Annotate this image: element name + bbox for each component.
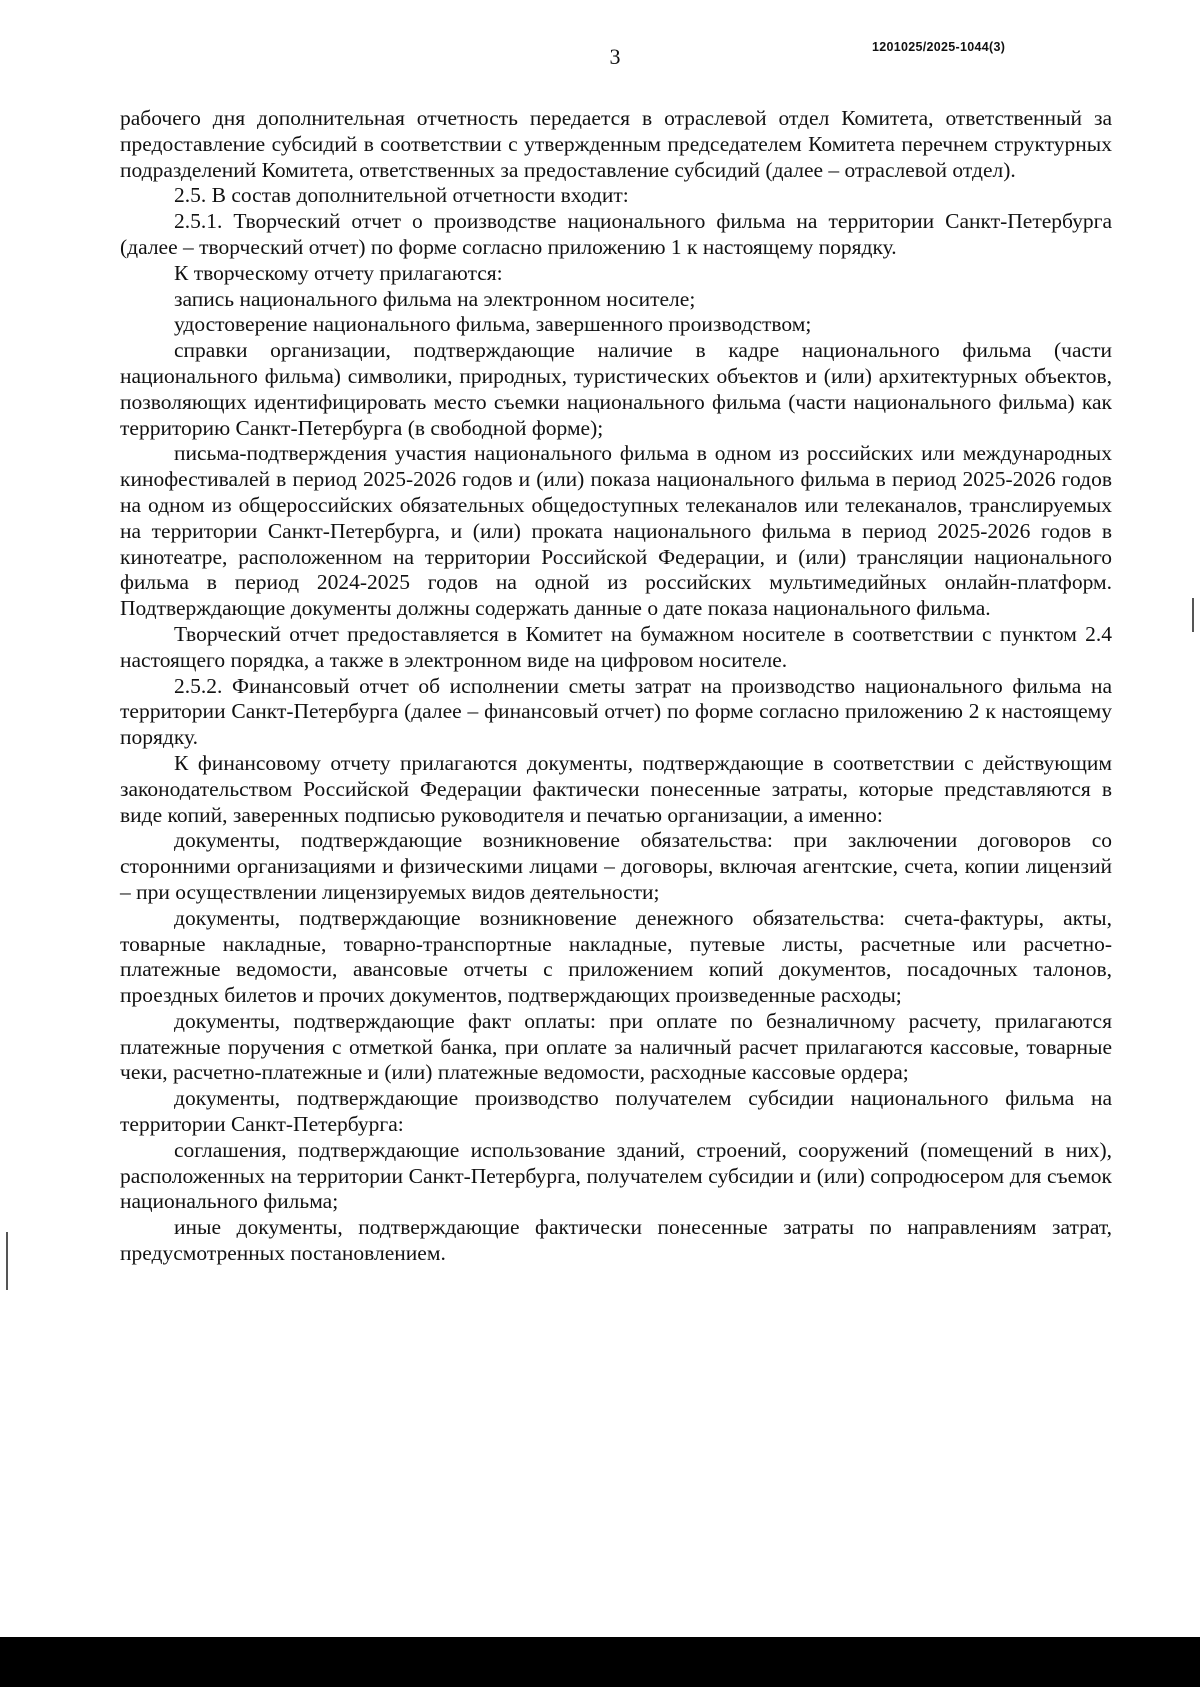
scan-edge-mark (6, 1232, 8, 1290)
paragraph: документы, подтверждающие возникновение денежного обязательства: счета-фактуры, акты, товарные накладные, товарно-транспортные накладные, путевые листы, расчетные или расчетно-платежные ведомости, авансовые отчеты с приложением копий документов, посадочных талонов, проездных билетов и прочих документов, подтверждающих произведенные расходы; (120, 905, 1112, 1008)
paragraph: соглашения, подтверждающие использование зданий, строений, сооружений (помещений в них), расположенных на территории Санкт-Петербурга, получателем субсидии и (или) сопродюсером для съемок национального фильма; (120, 1137, 1112, 1214)
paragraph: 2.5.2. Финансовый отчет об исполнении сметы затрат на производство национального фильма на территории Санкт-Петербурга (далее – финансовый отчет) по форме согласно приложению 2 к настоящему порядку. (120, 673, 1112, 750)
scan-edge-mark (1192, 598, 1194, 632)
paragraph: документы, подтверждающие факт оплаты: при оплате по безналичному расчету, прилагаются платежные поручения с отметкой банка, при оплате за наличный расчет прилагаются кассовые, товарные чеки, расчетно-платежные и (или) платежные ведомости, расходные кассовые ордера; (120, 1008, 1112, 1085)
paragraph: К творческому отчету прилагаются: (174, 260, 503, 285)
paragraph: рабочего дня дополнительная отчетность передается в отраслевой отдел Комитета, ответственный за предоставление субсидий в соответствии с утвержденным председателем Комитета перечнем структурных подразделений Комитета, ответственных за предоставление субсидий (далее – отраслевой отдел). (120, 106, 1112, 182)
paragraph: письма-подтверждения участия национального фильма в одном из российских или международных кинофестивалей в период 2025-2026 годов и (или) показа национального фильма в период 2025-2026 годов на одном из общероссийских обязательных общедоступных телеканалов или телеканалов, транслируемых на территории Санкт-Петербурга, и (или) проката национального фильма в период 2025-2026 годов в кинотеатре, расположенном на территории Российской Федерации, и (или) трансляции национального фильма в период 2024-2025 годов на одной из российских мультимедийных онлайн-платформ. Подтверждающие документы должны содержать данные о дате показа национального фильма. (120, 441, 1112, 621)
paragraph: запись национального фильма на электронном носителе; (174, 286, 696, 311)
scan-bottom-border (0, 1637, 1200, 1687)
page-number: 3 (609, 44, 621, 69)
paragraph: К финансовому отчету прилагаются документы, подтверждающие в соответствии с действующим законодательством Российской Федерации фактически понесенные затраты, которые представляются в виде копий, заверенных подписью руководителя и печатью организации, а именно: (120, 750, 1112, 827)
paragraph: документы, подтверждающие производство получателем субсидии национального фильма на территории Санкт-Петербурга: (120, 1086, 1112, 1137)
paragraph: иные документы, подтверждающие фактически понесенные затраты по направлениям затрат, предусмотренных постановлением. (120, 1215, 1112, 1266)
document-body (120, 106, 1112, 1267)
document-id: 1201025/2025-1044(3) (872, 40, 1006, 54)
paragraph: Творческий отчет предоставляется в Комитет на бумажном носителе в соответствии с пунктом 2.4 настоящего порядка, а также в электронном виде на цифровом носителе. (120, 621, 1112, 672)
paragraph: удостоверение национального фильма, завершенного производством; (174, 312, 812, 337)
paragraph: 2.5. В состав дополнительной отчетности входит: (174, 183, 629, 208)
paragraph: справки организации, подтверждающие наличие в кадре национального фильма (части национального фильма) символики, природных, туристических объектов и (или) архитектурных объектов, позволяющих идентифицировать место съемки национального фильма (части национального фильма) как территорию Санкт-Петербурга (в свободной форме); (120, 338, 1112, 440)
paragraph: 2.5.1. Творческий отчет о производстве национального фильма на территории Санкт-Петербурга (далее – творческий отчет) по форме согласно приложению 1 к настоящему порядку. (120, 209, 1112, 259)
paragraph: документы, подтверждающие возникновение обязательства: при заключении договоров со сторонними организациями и физическими лицами – договоры, включая агентские, счета, копии лицензий – при осуществлении лицензируемых видов деятельности; (120, 828, 1112, 904)
